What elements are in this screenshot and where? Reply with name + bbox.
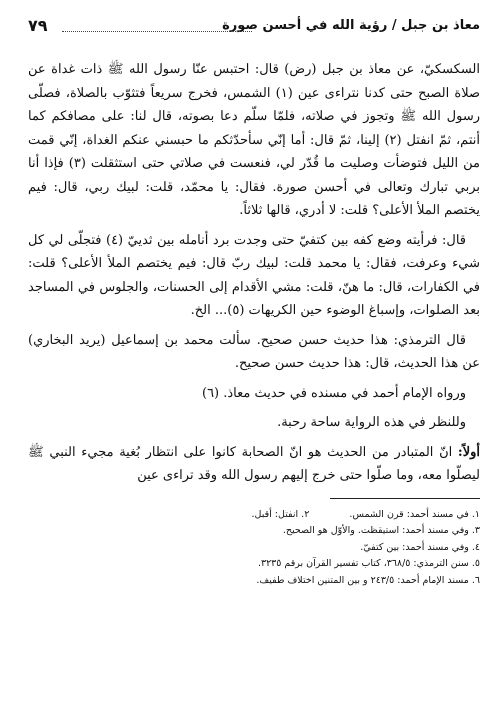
running-header [28, 12, 480, 40]
paragraph-hadith-opening: السكسكيّ، عن معاذ بن جبل (رض) قال: احتبس عنّا رسول الله ﷺ ذات غداة عن صلاة الصبح حتى كدنا نتراءى عين (١) الشمس، فخرج سريعاً فتثوّب بالصلاة، فصلّى رسول الله ﷺ وتجوز في صلاته، فلمّا سلّم دعا بصوته، قال لنا: على مصافكم كما أنتم، ثمّ انفتل (٢) إلينا، ثمّ قال: أما إنّي سأحدّثكم ما حبسني عنكم الغداة، إنّي قمت من الليل فتوضأت وصليت ما قُدّر لي، فنعست في صلاتي حتى استثقلت (٣) فإذا أنا بربي تبارك وتعالى في أحسن صورة. فقال: يا محمّد، قلت: لبيك ربي، قال: فيم يختصم الملأ الأعلى؟ قلت: لا أدري، قالها ثلاثاً. [28, 62, 480, 218]
paragraph-ahmad-narration: ورواه الإمام أحمد في مسنده في حديث معاذ. (٦) [201, 385, 466, 401]
paragraph-first-point [28, 441, 480, 488]
header-dotted-rule [62, 31, 252, 32]
footnote-row-1 [28, 507, 480, 524]
running-title: معاذ بن جبل / رؤية الله في أحسن صورة [222, 18, 480, 33]
footnotes [28, 507, 480, 590]
footnote-3: ٣. وفي مسند أحمد: استيقظت. والأوّل هو الصحيح. [282, 525, 480, 536]
book-page [28, 12, 480, 712]
footnote-1: ١. في مسند أحمد: قرن الشمس. [349, 508, 480, 520]
footnote-4: ٤. وفي مسند أحمد: بين كتفيّ. [360, 541, 480, 553]
paragraph-hadith-continuation: قال: فرأيته وضع كفه بين كتفيّ حتى وجدت برد أنامله بين ثدييّ (٤) فتجلّى لي كل شيء وعرفت، فقال: يا محمد قلت: لبيك ربّ قال: فيم يختصم الملأ الأعلى؟ قلت: في الكفارات، قال: ما هنّ، قلت: مشي الأقدام إلى الحسنات، والجلوس في المساجد بعد الصلوات، وإسباغ الوضوء حين الكريهات (٥)... الخ. [28, 232, 480, 318]
footnote-6: ٦. مسند الإمام أحمد: ٢٤٣/٥ و بين المتنين اختلاف طفيف. [256, 574, 480, 586]
first-point-label: أولاً: [457, 444, 480, 460]
main-text [28, 58, 480, 488]
footnote-2: ٢. انفتل: أقبل. [251, 508, 310, 520]
page-number: ٧٩ [28, 16, 48, 35]
first-point-text: انّ المتبادر من الحديث هو انّ الصحابة كانوا على انتظار بُغية مجيء النبي ﷺ ليصلّوا معه، وما صلّوا حتى خرج إليهم رسول الله وقد تراءى عين [28, 444, 480, 483]
paragraph-discussion-intro: وللنظر في هذه الرواية ساحة رحبة. [277, 415, 466, 430]
paragraph-tirmidhi-grading: قال الترمذي: هذا حديث حسن صحيح. سألت محمد بن إسماعيل (يريد البخاري) عن هذا الحديث، قال: هذا حديث حسن صحيح. [28, 332, 480, 371]
footnote-separator [330, 498, 480, 499]
footnote-5: ٥. سنن الترمذي: ٣٦٨/٥، كتاب تفسير القرآن برقم ٣٢٣٥. [257, 558, 480, 569]
